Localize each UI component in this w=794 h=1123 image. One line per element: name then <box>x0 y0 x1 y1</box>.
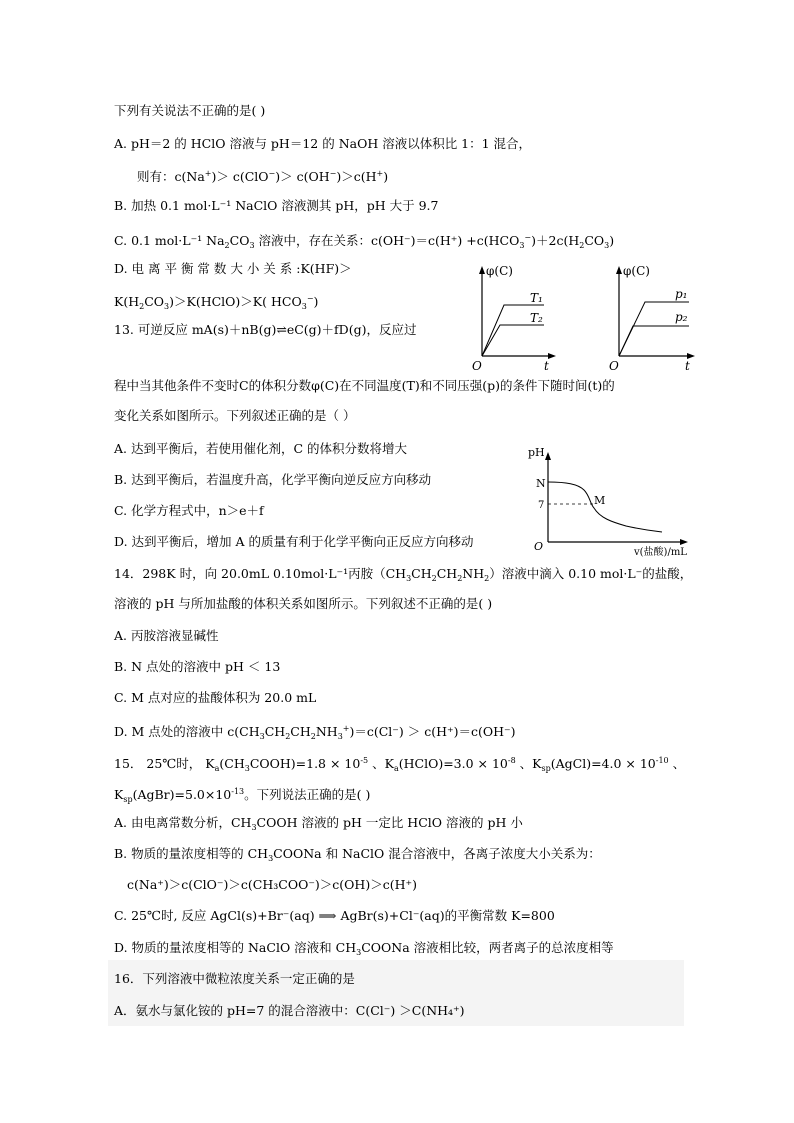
q15-option-b-relation: c(Na⁺)＞c(ClO⁻)＞c(CH₃COO⁻)＞c(OH)＞c(H⁺) <box>127 877 417 892</box>
graph1-label-t1: T₁ <box>530 291 543 305</box>
graph3-titration-curve <box>548 482 662 532</box>
graph2-label-p2: p₂ <box>675 310 688 324</box>
q14-stem-line2: 溶液的 pH 与所加盐酸的体积关系如图所示。下列叙述不正确的是( ) <box>114 596 493 611</box>
q14-titration-graph <box>526 442 696 562</box>
q14-option-b: B. N 点处的溶液中 pH ＜ 13 <box>114 659 281 674</box>
q16-stem: 16．下列溶液中微粒浓度关系一定正确的是 <box>114 971 355 986</box>
graph2-y-label: φ(C) <box>623 264 650 278</box>
q12-option-d: D. 电 离 平 衡 常 数 大 小 关 系 :K(HF)＞ <box>114 261 352 276</box>
q15-option-a: A. 由电离常数分析，$CH_3COOH$ 溶液的 pH 一定比 HClO 溶液的 pH 小 <box>114 815 523 832</box>
q12-option-a: A. pH＝2 的 HClO 溶液与 pH＝12 的 NaOH 溶液以体积比 1：1 混合， <box>114 136 532 151</box>
graph1-x-label: t <box>544 359 549 373</box>
graph3-point-n: N <box>536 477 546 490</box>
q15-option-b: B. 物质的量浓度相等的 $CH_3COONa$ 和 NaClO 混合溶液中，各离子浓度大小关系为： <box>114 846 601 863</box>
graph3-y-label: pH <box>528 446 545 459</box>
graph1-label-t2: T₂ <box>530 311 543 325</box>
graph2-label-p1: p₁ <box>675 287 688 301</box>
q13-graph-temperature <box>468 258 558 373</box>
q13-option-d: D. 达到平衡后，增加 A 的质量有利于化学平衡向正反应方向移动 <box>114 534 474 549</box>
q15-option-d: D. 物质的量浓度相等的 NaClO 溶液和 $CH_3COONa$ 溶液相比较，两者离子的总浓度相等 <box>114 940 614 957</box>
q13-option-a: A. 达到平衡后，若使用催化剂，C 的体积分数将增大 <box>114 441 408 456</box>
q12-option-c: C. 0.1 mol·L⁻¹ $Na_2CO_3$ 溶液中，存在关系：$c(OH^-)=c(H^+) +c(HCO_3^-)+2c(H_2CO_3)$ <box>114 233 615 250</box>
q12-option-a-relation: 则有：c(Na+)＞ c(ClO−)＞ c(OH−)＞c(H+) <box>137 169 389 184</box>
q13-stem-line1: 13. 可逆反应 mA(s)＋nB(g)⇌eC(g)＋fD(g)，反应过 <box>114 322 417 337</box>
graph1-curve-t2 <box>482 325 544 356</box>
q13-option-c: C. 化学方程式中，n＞e＋f <box>114 503 264 518</box>
q14-stem-line1: 14．298K 时，向 20.0mL 0.10mol·L⁻¹丙胺$(CH_3CH_2CH_2NH_2)$溶液中滴入 0.10 mol·L⁻的盐酸， <box>114 566 693 583</box>
graph2-y-arrow <box>616 266 622 274</box>
q14-option-c: C. M 点对应的盐酸体积为 20.0 mL <box>114 690 317 705</box>
q13-graph-pressure <box>605 258 700 373</box>
graph1-y-arrow <box>479 266 485 274</box>
graph2-origin: O <box>609 359 619 373</box>
q15-option-c: C. 25℃时, 反应 AgCl(s)+Br⁻(aq) ⟹ AgBr(s)+Cl⁻(aq)的平衡常数 K=800 <box>114 908 555 923</box>
q12-option-b: B. 加热 0.1 mol·L⁻¹ NaClO 溶液测其 pH，pH 大于 9.7 <box>114 198 439 213</box>
q16-option-a: A．氨水与氯化铵的 pH=7 的混合溶液中：C(Cl⁻) ＞C(NH₄⁺) <box>114 1003 465 1018</box>
graph3-point-m: M <box>594 494 606 507</box>
graph1-origin: O <box>472 359 482 373</box>
graph1-y-label: φ(C) <box>486 264 513 278</box>
q13-stem-line3: 变化关系如图所示。下列叙述正确的是（ ） <box>114 408 356 423</box>
q15-stem-line2: $K_{sp}(AgBr)=5.0\times 10^{-13}$。下列说法正确的是( ) <box>114 787 371 804</box>
q14-option-d: D. M 点处的溶液中 $c(CH_3CH_2CH_2NH_3^+)=c(Cl^-) > c(H^+)=c(OH^-)$ <box>114 724 516 741</box>
q12-option-d-cont: $K(H_2CO_3)>K(HClO)>K$( $HCO_3^-$) <box>114 294 319 311</box>
graph3-x-arrow <box>680 539 688 545</box>
graph1-x-arrow <box>548 353 556 359</box>
q14-option-a: A. 丙胺溶液显碱性 <box>114 628 219 643</box>
q13-option-b: B. 达到平衡后，若温度升高，化学平衡向逆反应方向移动 <box>114 472 432 487</box>
graph3-x-label: v(盐酸)/mL <box>634 547 687 558</box>
graph3-y-arrow <box>545 452 551 460</box>
q13-stem-line2: 程中当其他条件不变时C的体积分数φ(C)在不同温度(T)和不同压强(p)的条件下随时间(t)的 <box>114 378 615 393</box>
q12-stem: 下列有关说法不正确的是( ) <box>114 103 266 118</box>
graph2-curve-p2 <box>619 326 689 356</box>
graph3-tick-7: 7 <box>538 500 545 511</box>
graph2-x-label: t <box>685 359 690 373</box>
graph3-origin: O <box>534 540 544 553</box>
q15-stem-line1: 15． 25℃时， $K_a(CH_3COOH)=1.8 \times 10^{-5}$ 、$K_a(HClO)=3.0 \times 10^{-8}$ 、$K_{sp}(AgCl)=4.0 \times 10^{-10}$ 、 <box>114 756 686 773</box>
